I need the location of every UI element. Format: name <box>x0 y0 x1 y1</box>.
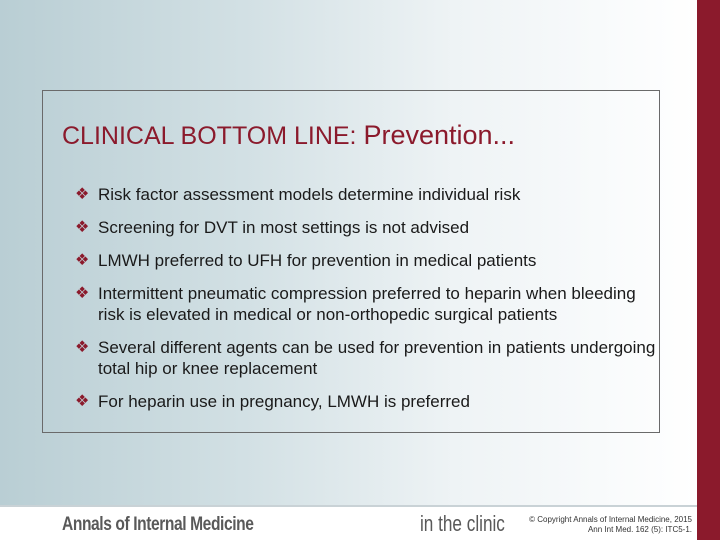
bullet-list <box>75 184 665 424</box>
copyright-notice <box>492 515 692 535</box>
bullet-text: Several different agents can be used for prevention in patients undergoing total hip or knee replacement <box>98 338 656 378</box>
bullet-text: Risk factor assessment models determine individual risk <box>98 185 521 204</box>
bullet-item <box>75 391 665 412</box>
copyright-line: © Copyright Annals of Internal Medicine, 2015 <box>529 515 692 524</box>
diamond-bullet-icon: ❖ <box>75 339 90 356</box>
diamond-bullet-icon: ❖ <box>75 285 90 302</box>
title-topic: Prevention... <box>363 120 516 150</box>
footer-divider <box>0 505 697 507</box>
right-accent-bar <box>697 0 720 540</box>
footer <box>0 505 697 540</box>
bullet-text: Intermittent pneumatic compression preferred to heparin when bleeding risk is elevated in medical or non-orthopedic surgical patients <box>98 284 636 324</box>
citation-line: Ann Int Med. 162 (5): ITC5-1. <box>587 525 692 534</box>
diamond-bullet-icon: ❖ <box>75 252 90 269</box>
bullet-item <box>75 283 665 325</box>
diamond-bullet-icon: ❖ <box>75 186 90 203</box>
title-prefix: CLINICAL BOTTOM LINE: <box>62 122 364 150</box>
in-the-clinic-logo: in the clinic <box>420 511 505 536</box>
bullet-text: Screening for DVT in most settings is not advised <box>98 218 470 237</box>
slide-title <box>62 120 515 151</box>
diamond-bullet-icon: ❖ <box>75 219 90 236</box>
bullet-text: For heparin use in pregnancy, LMWH is preferred <box>98 392 470 411</box>
bullet-text: LMWH preferred to UFH for prevention in medical patients <box>98 251 537 270</box>
journal-logo: Annals of Internal Medicine <box>62 514 254 535</box>
bullet-item <box>75 250 665 271</box>
bullet-item <box>75 184 665 205</box>
diamond-bullet-icon: ❖ <box>75 393 90 410</box>
bullet-item <box>75 217 665 238</box>
bullet-item <box>75 337 665 379</box>
